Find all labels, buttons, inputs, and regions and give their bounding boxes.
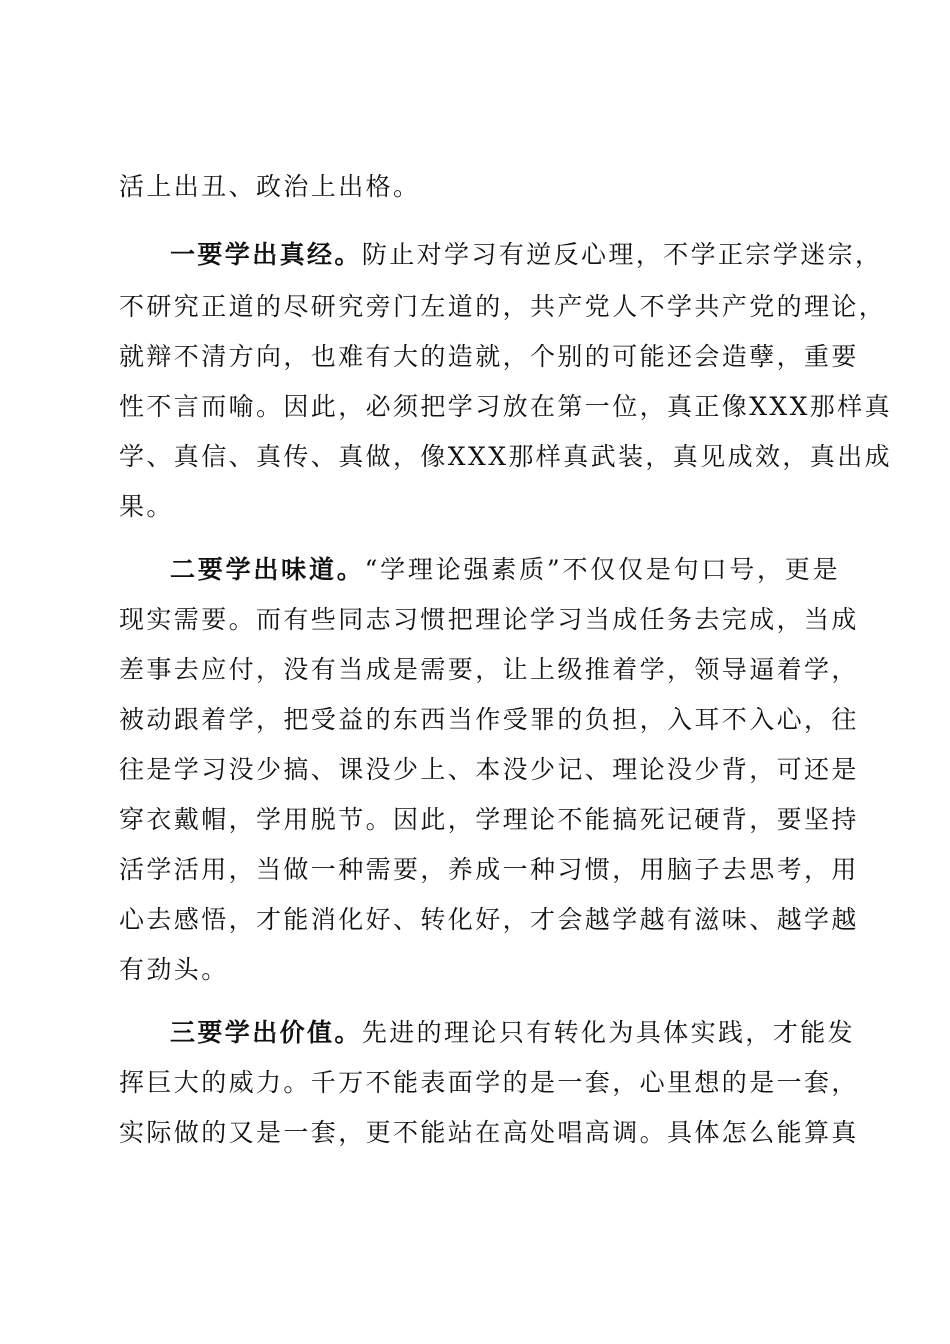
paragraph-line <box>119 1066 859 1100</box>
line-text: 挥巨大的威力。千万不能表面学的是一套，心里想的是一套， <box>119 1068 859 1097</box>
paragraph-lead-heading: 一要学出真经。 <box>170 240 362 269</box>
paragraph-line <box>119 753 859 787</box>
paragraph-line <box>119 953 839 987</box>
paragraph-line <box>119 603 859 637</box>
paragraph-line <box>119 440 892 474</box>
line-text: 性不言而喻。因此，必须把学习放在第一位，真正像XXX那样真 <box>119 392 892 421</box>
line-text: “学理论强素质”不仅仅是句口号，更是 <box>364 555 840 584</box>
line-text: 活上出丑、政治上出格。 <box>119 172 421 201</box>
paragraph-line <box>119 340 859 374</box>
paragraph-first-line <box>170 238 883 272</box>
paragraph-line <box>119 170 839 204</box>
line-text: 就辩不清方向，也难有大的造就，个别的可能还会造孽，重要 <box>119 342 859 371</box>
line-text: 心去感悟，才能消化好、转化好，才会越学越有滋味、越学越 <box>119 905 859 934</box>
line-text: 现实需要。而有些同志习惯把理论学习当成任务去完成，当成 <box>119 605 859 634</box>
paragraph-line <box>119 803 859 837</box>
paragraph-line <box>119 390 892 424</box>
paragraph-first-line <box>170 1016 856 1050</box>
paragraph-line <box>119 1116 859 1150</box>
line-text: 有劲头。 <box>119 955 229 984</box>
line-text: 穿衣戴帽，学用脱节。因此，学理论不能搞死记硬背，要坚持 <box>119 805 859 834</box>
line-text: 差事去应付，没有当成是需要，让上级推着学，领导逼着学， <box>119 655 859 684</box>
line-text: 学、真信、真传、真做，像XXX那样真武装，真见成效，真出成 <box>119 442 892 471</box>
line-text: 果。 <box>119 492 174 521</box>
paragraph-line <box>119 490 839 524</box>
paragraph-line <box>119 290 887 324</box>
line-text: 往是学习没少搞、课没少上、本没少记、理论没少背，可还是 <box>119 755 859 784</box>
paragraph-lead-heading: 二要学出味道。 <box>170 555 365 584</box>
line-text: 先进的理论只有转化为具体实践，才能发 <box>361 1018 856 1047</box>
paragraph-line <box>119 853 859 887</box>
paragraph-line <box>119 903 859 937</box>
line-text: 不研究正道的尽研究旁门左道的，共产党人不学共产党的理论， <box>119 292 887 321</box>
paragraph-line <box>119 653 859 687</box>
paragraph-lead-heading: 三要学出价值。 <box>170 1018 362 1047</box>
line-text: 实际做的又是一套，更不能站在高处唱高调。具体怎么能算真 <box>119 1118 859 1147</box>
line-text: 被动跟着学，把受益的东西当作受罪的负担，入耳不入心，往 <box>119 705 859 734</box>
line-text: 活学活用，当做一种需要，养成一种习惯，用脑子去思考，用 <box>119 855 859 884</box>
paragraph-first-line <box>170 553 840 587</box>
paragraph-line <box>119 703 859 737</box>
line-text: 防止对学习有逆反心理，不学正宗学迷宗， <box>361 240 883 269</box>
